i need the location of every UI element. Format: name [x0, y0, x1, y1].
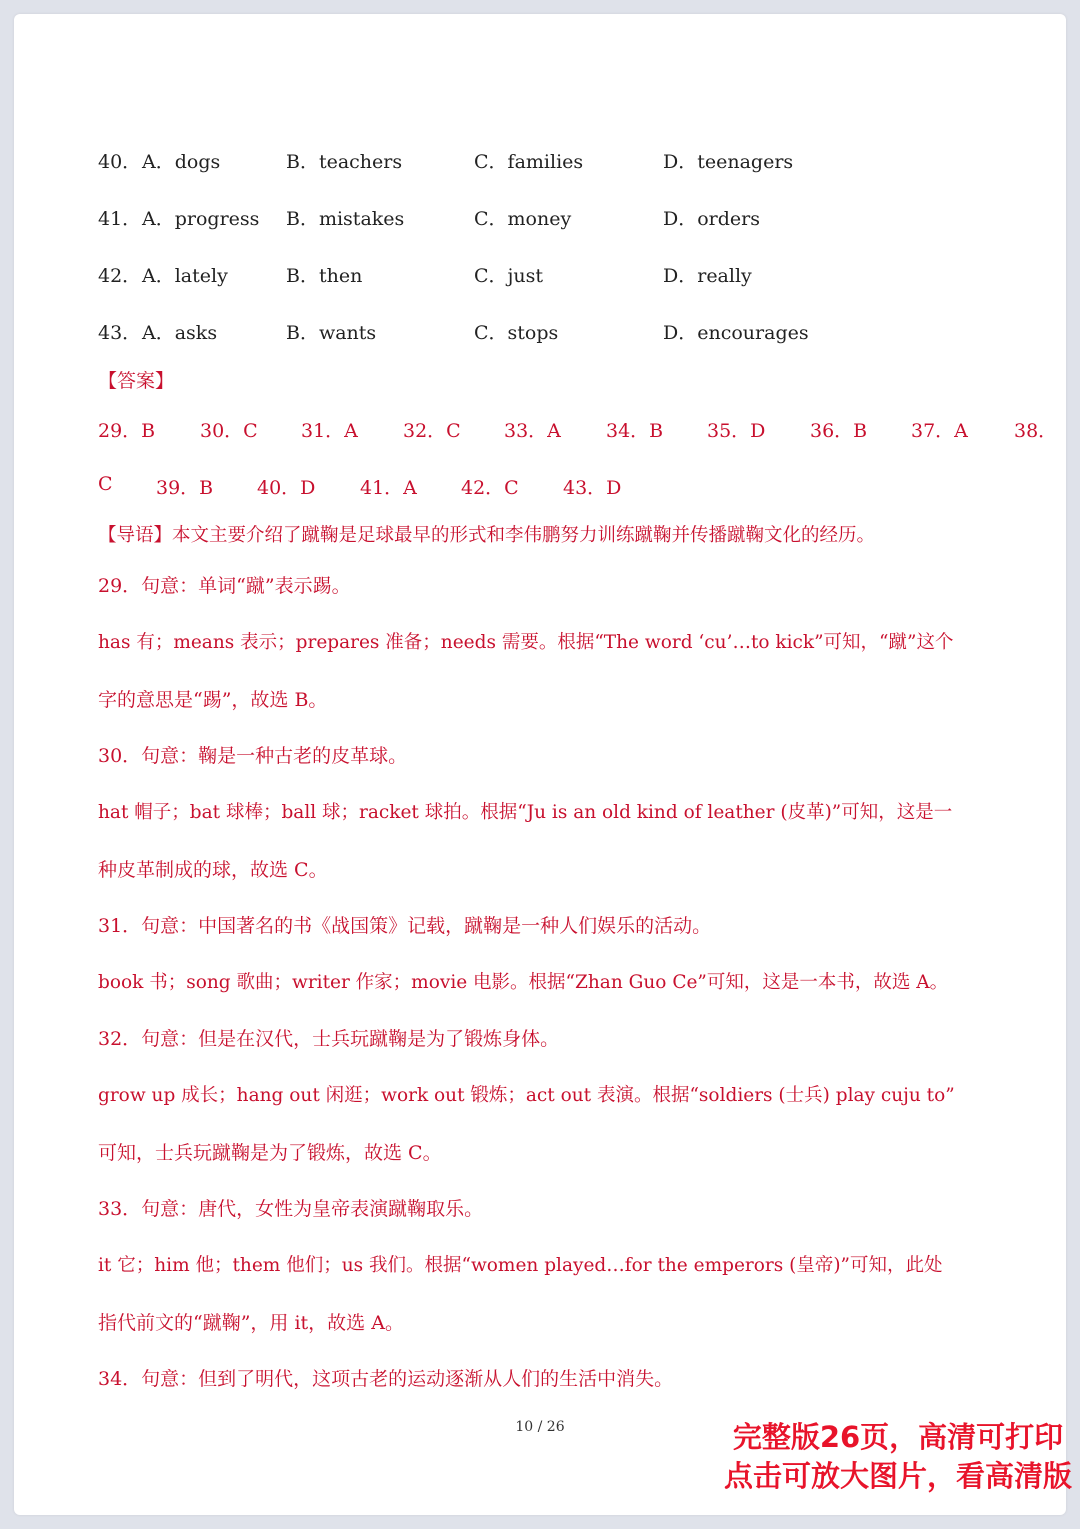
explanation-line: 可知，士兵玩蹴鞠是为了锻炼，故选 C。: [98, 1142, 442, 1164]
explanation-line: hat 帽子；bat 球棒；ball 球；racket 球拍。根据“Ju is an old kind of leather (皮革)”可知，这是一: [98, 802, 953, 823]
explanation-line: it 它；him 他；them 他们；us 我们。根据“women played…for the emperors (皇帝)”可知，此处: [98, 1255, 943, 1276]
explanation-line: 种皮革制成的球，故选 C。: [98, 859, 328, 881]
option-a: A．asks: [142, 322, 218, 344]
answer-item: 43．D: [563, 477, 622, 499]
option-c: C．just: [474, 265, 544, 287]
option-c: C．stops: [474, 322, 559, 344]
explanation-line: 29．句意：单词“蹴”表示踢。: [98, 575, 351, 597]
question-number: 42．: [98, 265, 142, 287]
answer-item: 38．: [1014, 420, 1058, 442]
answer-item: 39．B: [156, 477, 214, 499]
option-a: A．progress: [142, 208, 260, 230]
option-d: D．teenagers: [663, 151, 794, 173]
answer-item: 32．C: [403, 420, 461, 442]
answer-item: 40．D: [257, 477, 316, 499]
option-a: A．dogs: [142, 151, 221, 173]
explanation-line: 33．句意：唐代，女性为皇帝表演蹴鞠取乐。: [98, 1198, 484, 1220]
answer-item: 34．B: [606, 420, 664, 442]
answer-item: 30．C: [200, 420, 258, 442]
option-c: C．families: [474, 151, 584, 173]
explanation-line: 34．句意：但到了明代，这项古老的运动逐渐从人们的生活中消失。: [98, 1368, 674, 1390]
option-a: A．lately: [142, 265, 228, 287]
question-number: 43．: [98, 322, 142, 344]
intro-line: 【导语】本文主要介绍了蹴鞠是足球最早的形式和李伟鹏努力训练蹴鞠并传播蹴鞠文化的经历。: [98, 525, 876, 546]
page-number: 10 / 26: [515, 1419, 565, 1435]
answer-item: C: [98, 473, 113, 495]
option-d: D．really: [663, 265, 752, 287]
answer-heading: 【答案】: [98, 370, 175, 392]
answer-item: 29．B: [98, 420, 156, 442]
explanation-line: has 有；means 表示；prepares 准备；needs 需要。根据“The word ‘cu’…to kick”可知，“蹴”这个: [98, 632, 954, 653]
answer-item: 41．A: [360, 477, 417, 499]
answer-item: 36．B: [810, 420, 868, 442]
question-number: 40．: [98, 151, 142, 173]
option-b: B．mistakes: [286, 208, 405, 230]
promo-overlay[interactable]: [724, 1418, 1072, 1496]
option-b: B．teachers: [286, 151, 403, 173]
document-page: [14, 14, 1066, 1515]
answer-item: 33．A: [504, 420, 561, 442]
explanation-line: 32．句意：但是在汉代，士兵玩蹴鞠是为了锻炼身体。: [98, 1028, 560, 1050]
answer-item: 42．C: [461, 477, 519, 499]
explanation-line: grow up 成长；hang out 闲逛；work out 锻炼；act out 表演。根据“soldiers (士兵) play cuju to”: [98, 1085, 955, 1106]
explanation-line: 31．句意：中国著名的书《战国策》记载，蹴鞠是一种人们娱乐的活动。: [98, 915, 712, 937]
question-number: 41．: [98, 208, 142, 230]
answer-item: 31．A: [301, 420, 358, 442]
option-d: D．orders: [663, 208, 760, 230]
promo-line-1: 完整版26页，高清可打印: [732, 1420, 1064, 1454]
explanation-line: 30．句意：鞠是一种古老的皮革球。: [98, 745, 408, 767]
explanation-line: book 书；song 歌曲；writer 作家；movie 电影。根据“Zhan Guo Ce”可知，这是一本书，故选 A。: [98, 972, 949, 993]
option-d: D．encourages: [663, 322, 809, 344]
answer-item: 35．D: [707, 420, 766, 442]
promo-line-2: 点击可放大图片，看高清版: [723, 1459, 1072, 1493]
answer-item: 37．A: [911, 420, 968, 442]
explanation-line: 指代前文的“蹴鞠”，用 it，故选 A。: [98, 1312, 404, 1334]
option-b: B．then: [286, 265, 363, 287]
explanation-line: 字的意思是“踢”，故选 B。: [98, 689, 328, 711]
option-c: C．money: [474, 208, 572, 230]
option-b: B．wants: [286, 322, 377, 344]
